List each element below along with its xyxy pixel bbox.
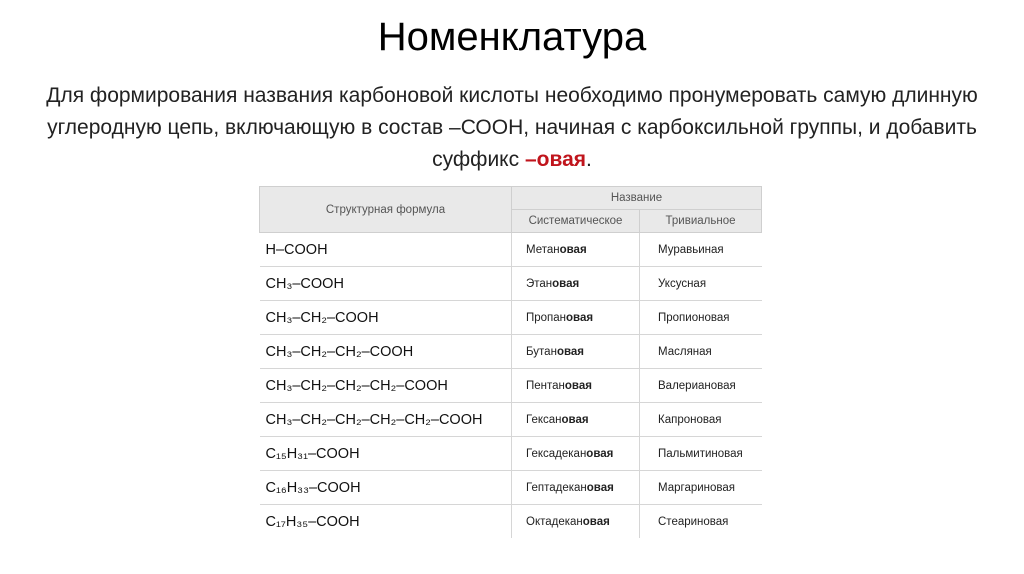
systematic-suffix: овая (559, 243, 587, 256)
table-row (260, 505, 762, 539)
systematic-root: Гексан (526, 413, 562, 426)
systematic-name-cell (512, 403, 640, 437)
formula-cell: CH₃–CH₂–CH₂–CH₂–COOH (260, 369, 512, 403)
nomenclature-table-container (259, 186, 761, 538)
systematic-suffix: овая (556, 345, 584, 358)
table-row (260, 471, 762, 505)
intro-end: . (586, 148, 592, 171)
trivial-name-cell: Маргариновая (640, 471, 762, 505)
formula-cell: C₁₆H₃₃–COOH (260, 471, 512, 505)
table-row (260, 369, 762, 403)
intro-paragraph (40, 80, 984, 176)
systematic-root: Метан (526, 243, 560, 256)
systematic-name-cell (512, 437, 640, 471)
nomenclature-table (259, 186, 762, 538)
page-title: Номенклатура (377, 15, 647, 59)
systematic-name-cell (512, 505, 640, 539)
systematic-root: Октадекан (526, 515, 583, 528)
systematic-name-cell (512, 267, 640, 301)
trivial-name-cell: Пальмитиновая (640, 437, 762, 471)
header-systematic: Систематическое (512, 210, 640, 233)
trivial-name-cell: Пропионовая (640, 301, 762, 335)
table-row (260, 267, 762, 301)
systematic-suffix: овая (586, 447, 614, 460)
systematic-name-cell (512, 471, 640, 505)
formula-cell: CH₃–COOH (260, 267, 512, 301)
systematic-suffix: овая (582, 515, 610, 528)
systematic-root: Гептадекан (526, 481, 587, 494)
header-name: Название (512, 187, 762, 210)
systematic-suffix: овая (564, 379, 592, 392)
trivial-name-cell: Капроновая (640, 403, 762, 437)
systematic-name-cell (512, 233, 640, 267)
formula-cell: CH₃–CH₂–COOH (260, 301, 512, 335)
intro-text: Для формирования названия карбоновой кислоты необходимо пронумеровать самую длинную углеродную цепь, включающую в состав –СООН, начиная с карбоксильной группы, и добавить суффикс (46, 84, 978, 171)
table-row (260, 301, 762, 335)
header-formula: Структурная формула (260, 187, 512, 233)
systematic-suffix: овая (561, 413, 589, 426)
trivial-name-cell: Стеариновая (658, 515, 729, 528)
trivial-name-cell: Муравьиная (640, 233, 762, 267)
systematic-root: Пропан (526, 311, 567, 324)
systematic-name-cell (512, 369, 640, 403)
systematic-suffix: овая (552, 277, 580, 290)
formula-cell: CH₃–CH₂–CH₂–CH₂–CH₂–COOH (260, 403, 512, 437)
table-row (260, 233, 762, 267)
formula-cell: CH₃–CH₂–CH₂–COOH (260, 335, 512, 369)
systematic-root: Пентан (526, 379, 565, 392)
systematic-root: Этан (526, 277, 553, 290)
trivial-name-cell: Масляная (640, 335, 762, 369)
systematic-name-cell (512, 335, 640, 369)
intro-suffix: –овая (524, 148, 587, 171)
table-row (260, 403, 762, 437)
formula-cell: C₁₇H₃₅–COOH (260, 505, 512, 539)
systematic-suffix: овая (586, 481, 614, 494)
systematic-name-cell (512, 301, 640, 335)
table-row (260, 335, 762, 369)
formula-cell: H–COOH (260, 233, 512, 267)
formula-cell: C₁₅H₃₁–COOH (260, 437, 512, 471)
header-trivial: Тривиальное (640, 210, 762, 233)
systematic-suffix: овая (566, 311, 594, 324)
systematic-root: Бутан (526, 345, 557, 358)
table-row (260, 437, 762, 471)
systematic-root: Гексадекан (526, 447, 587, 460)
trivial-name-cell: Валериановая (640, 369, 762, 403)
trivial-name-cell: Уксусная (640, 267, 762, 301)
